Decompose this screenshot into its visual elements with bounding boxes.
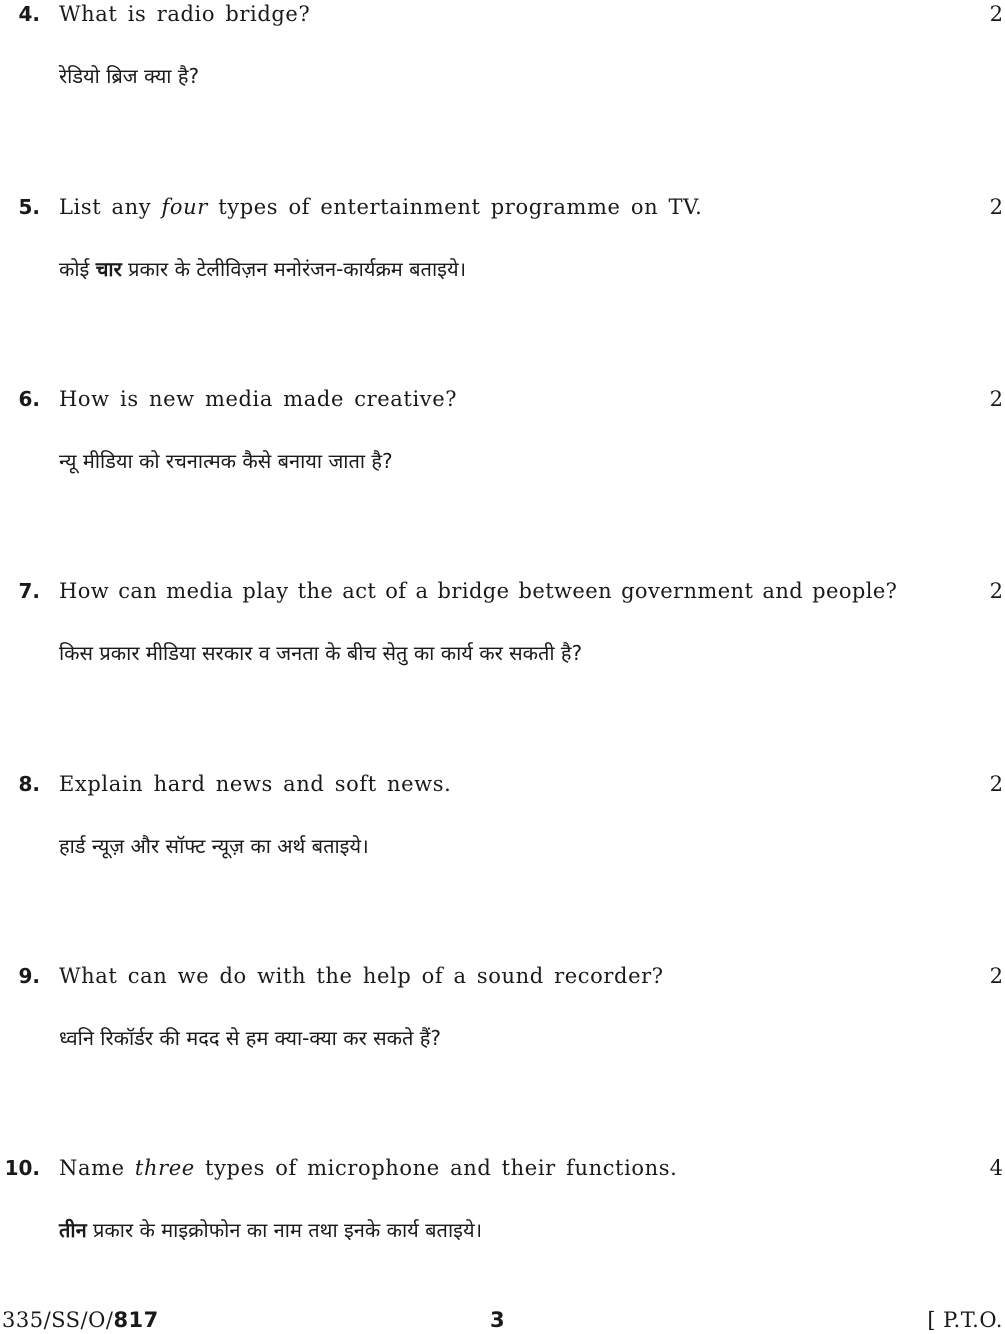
question-number: 5. (18, 195, 40, 219)
question-text-emphasis: three (134, 1156, 195, 1180)
question-marks: 4 (989, 1156, 1003, 1180)
question-text: Explain hard news and soft news. (59, 772, 452, 796)
question-text: How can media play the act of a bridge between government and people? (59, 579, 898, 603)
question-marks: 2 (989, 772, 1003, 796)
question-text-start: List any (59, 195, 162, 219)
question-text-hindi: न्यू मीडिया को रचनात्मक कैसे बनाया जाता है? (59, 449, 393, 473)
paper-code-set: 817 (113, 1308, 159, 1332)
hindi-text-end: प्रकार के टेलीविज़न मनोरंजन-कार्यक्रम बताइये। (121, 257, 467, 281)
paper-code-prefix: 335/SS/O/ (2, 1308, 114, 1332)
question-text (59, 1154, 677, 1182)
question-text: What can we do with the help of a sound recorder? (59, 964, 664, 988)
question-marks: 2 (989, 387, 1003, 411)
question-text-emphasis: four (161, 195, 208, 219)
question-marks: 2 (989, 964, 1003, 988)
question-number: 7. (18, 579, 40, 603)
question-number: 6. (18, 387, 40, 411)
question-number: 8. (18, 772, 40, 796)
question-text-hindi: किस प्रकार मीडिया सरकार व जनता के बीच सेतु का कार्य कर सकती है? (59, 641, 583, 665)
question-number: 10. (4, 1156, 40, 1180)
page-number: 3 (490, 1308, 505, 1332)
please-turn-over: [ P.T.O. (927, 1308, 1003, 1332)
question-text-end: types of microphone and their functions. (194, 1156, 678, 1180)
hindi-text-end: प्रकार के माइक्रोफोन का नाम तथा इनके कार्य बताइये। (86, 1218, 483, 1242)
question-number: 4. (18, 2, 40, 26)
hindi-text-emphasis: चार (95, 257, 122, 281)
question-text: What is radio bridge? (59, 2, 311, 26)
question-text-start: Name (59, 1156, 135, 1180)
question-text-hindi: ध्वनि रिकॉर्डर की मदद से हम क्या-क्या कर सकते हैं? (59, 1026, 441, 1050)
question-text-hindi: हार्ड न्यूज़ और सॉफ्ट न्यूज़ का अर्थ बताइये। (59, 834, 369, 858)
question-marks: 2 (989, 579, 1003, 603)
question-text: How is new media made creative? (59, 387, 458, 411)
question-text (59, 193, 702, 221)
question-marks: 2 (989, 195, 1003, 219)
question-text-hindi: रेडियो ब्रिज क्या है? (59, 64, 200, 88)
hindi-text-emphasis: तीन (59, 1218, 87, 1242)
hindi-text-start: कोई (59, 257, 96, 281)
question-text-hindi (59, 255, 466, 283)
question-number: 9. (18, 964, 40, 988)
question-marks: 2 (989, 2, 1003, 26)
question-text-hindi (59, 1216, 482, 1244)
question-text-end: types of entertainment programme on TV. (207, 195, 703, 219)
